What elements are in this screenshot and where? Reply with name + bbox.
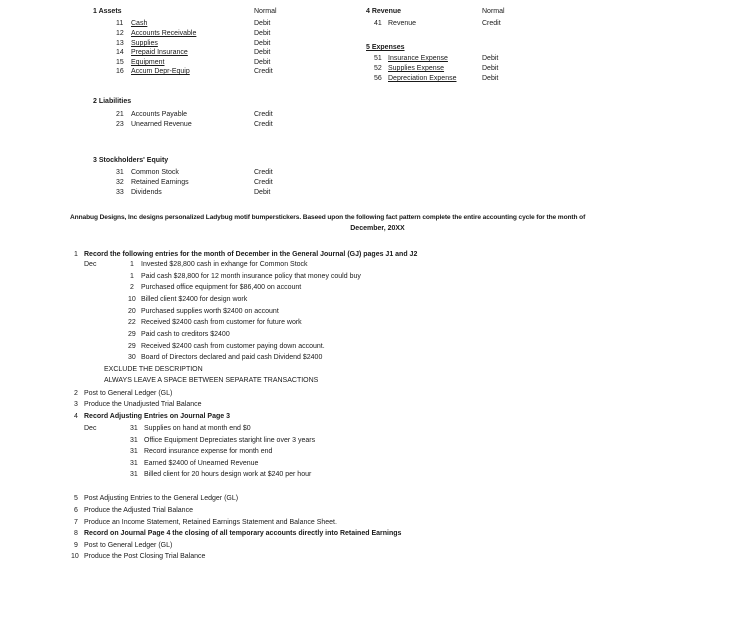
equity-heading: 3 Stockholders' Equity — [93, 157, 169, 164]
entry-day: 1 — [130, 273, 134, 280]
step-text: Produce the Adjusted Trial Balance — [84, 507, 193, 514]
account-name: Supplies Expense — [388, 65, 445, 72]
account-number: 16 — [116, 68, 124, 75]
intro-line-1: Annabug Designs, Inc designs personalized Ladybug motif bumperstickers. Baseed upon the following fact pattern complete the entire accounting cycle for the month of — [70, 214, 586, 221]
account-name: Retained Earnings — [131, 179, 189, 186]
entry-text: Earned $2400 of Unearned Revenue — [144, 460, 259, 467]
entry-text: Office Equipment Depreciates staright line over 3 years — [144, 437, 316, 444]
account-number: 23 — [116, 121, 124, 128]
liabilities-heading: 2 Liabilities — [93, 98, 132, 105]
entry-text: Received $2400 cash from customer for future work — [141, 319, 302, 326]
expenses-heading: 5 Expenses — [366, 44, 405, 51]
account-name: Accounts Payable — [131, 111, 188, 118]
step-text: Produce the Post Closing Trial Balance — [84, 553, 206, 560]
account-normal: Credit — [482, 20, 501, 27]
entry-text: Paid cash to creditors $2400 — [141, 331, 230, 338]
step-text: Record Adjusting Entries on Journal Page 3 — [84, 413, 230, 420]
account-normal: Debit — [254, 20, 271, 27]
account-name: Accum Depr-Equip — [131, 68, 190, 75]
account-number: 32 — [116, 179, 124, 186]
account-name: Accounts Receivable — [131, 30, 197, 37]
entry-text: Paid cash $28,800 for 12 month insurance policy that money could buy — [141, 273, 361, 280]
account-number: 51 — [374, 55, 382, 62]
account-name: Revenue — [388, 20, 417, 27]
step-number: 9 — [74, 542, 78, 549]
account-number: 11 — [116, 20, 124, 27]
step-number: 10 — [71, 553, 79, 560]
entry-day: 31 — [130, 448, 138, 455]
account-number: 13 — [116, 40, 124, 47]
revenue-heading: 4 Revenue — [366, 8, 402, 15]
entry-day: 30 — [128, 354, 136, 361]
entry-text: Purchased supplies worth $2400 on account — [141, 308, 279, 315]
entry-text: Billed client $2400 for design work — [141, 296, 248, 303]
entry-day: 20 — [128, 308, 136, 315]
account-normal: Debit — [254, 40, 271, 47]
step-number: 6 — [74, 507, 78, 514]
step-number: 7 — [74, 519, 78, 526]
assets-normal-header: Normal — [254, 8, 277, 15]
entry-text: Record insurance expense for month end — [144, 448, 273, 455]
step-number: 8 — [74, 530, 78, 537]
account-normal: Debit — [254, 189, 271, 196]
account-name: Equipment — [131, 59, 165, 66]
account-name: Dividends — [131, 189, 162, 196]
account-normal: Debit — [482, 65, 499, 72]
account-number: 14 — [116, 49, 124, 56]
step-number: 3 — [74, 401, 78, 408]
step-month: Dec — [84, 425, 97, 432]
account-normal: Credit — [254, 179, 273, 186]
step-month: Dec — [84, 261, 97, 268]
entry-text: Board of Directors declared and paid cash Dividend $2400 — [141, 354, 323, 361]
revenue-normal-header: Normal — [482, 8, 505, 15]
account-normal: Debit — [482, 75, 499, 82]
entry-day: 31 — [130, 471, 138, 478]
entry-text: Invested $28,800 cash in exhange for Common Stock — [141, 261, 308, 268]
account-name: Common Stock — [131, 169, 179, 176]
step-number: 5 — [74, 495, 78, 502]
step-number: 4 — [74, 413, 78, 420]
account-number: 56 — [374, 75, 382, 82]
account-name: Unearned Revenue — [131, 121, 192, 128]
step-text: Record the following entries for the month of December in the General Journal (GJ) pages J1 and J2 — [84, 251, 418, 258]
entry-day: 31 — [130, 437, 138, 444]
intro-line-2: December, 20XX — [350, 225, 405, 232]
account-number: 41 — [374, 20, 382, 27]
step-note: EXCLUDE THE DESCRIPTION — [104, 366, 203, 373]
step-text: Post Adjusting Entries to the General Ledger (GL) — [84, 495, 239, 502]
account-name: Insurance Expense — [388, 55, 448, 62]
account-number: 12 — [116, 30, 124, 37]
account-number: 15 — [116, 59, 124, 66]
entry-day: 31 — [130, 460, 138, 467]
account-normal: Debit — [254, 59, 271, 66]
entry-text: Billed client for 20 hours design work at $240 per hour — [144, 471, 312, 478]
step-note: ALWAYS LEAVE A SPACE BETWEEN SEPARATE TRANSACTIONS — [104, 377, 319, 384]
step-text: Post to General Ledger (GL) — [84, 542, 173, 549]
entry-day: 2 — [130, 284, 134, 291]
entry-day: 1 — [130, 261, 134, 268]
account-normal: Credit — [254, 111, 273, 118]
account-number: 31 — [116, 169, 124, 176]
account-normal: Debit — [254, 49, 271, 56]
account-name: Cash — [131, 20, 148, 27]
entry-day: 31 — [130, 425, 138, 432]
assets-heading: 1 Assets — [93, 8, 122, 15]
step-text: Post to General Ledger (GL) — [84, 390, 173, 397]
account-normal: Debit — [482, 55, 499, 62]
account-normal: Debit — [254, 30, 271, 37]
account-name: Depreciation Expense — [388, 75, 457, 82]
step-text: Record on Journal Page 4 the closing of all temporary accounts directly into Retained Earnings — [84, 530, 402, 537]
account-name: Prepaid Insurance — [131, 49, 188, 56]
entry-day: 29 — [128, 343, 136, 350]
step-text: Produce the Unadjusted Trial Balance — [84, 401, 202, 408]
account-number: 33 — [116, 189, 124, 196]
entry-text: Supplies on hand at month end $0 — [144, 425, 251, 432]
account-normal: Credit — [254, 68, 273, 75]
account-normal: Credit — [254, 169, 273, 176]
step-number: 1 — [74, 251, 78, 258]
account-normal: Credit — [254, 121, 273, 128]
account-name: Supplies — [131, 40, 158, 47]
entry-day: 22 — [128, 319, 136, 326]
step-number: 2 — [74, 390, 78, 397]
entry-text: Received $2400 cash from customer paying down account. — [141, 343, 325, 350]
account-number: 21 — [116, 111, 124, 118]
entry-text: Purchased office equipment for $86,400 on account — [141, 284, 302, 291]
account-number: 52 — [374, 65, 382, 72]
step-text: Produce an Income Statement, Retained Earnings Statement and Balance Sheet. — [84, 519, 337, 526]
entry-day: 29 — [128, 331, 136, 338]
entry-day: 10 — [128, 296, 136, 303]
